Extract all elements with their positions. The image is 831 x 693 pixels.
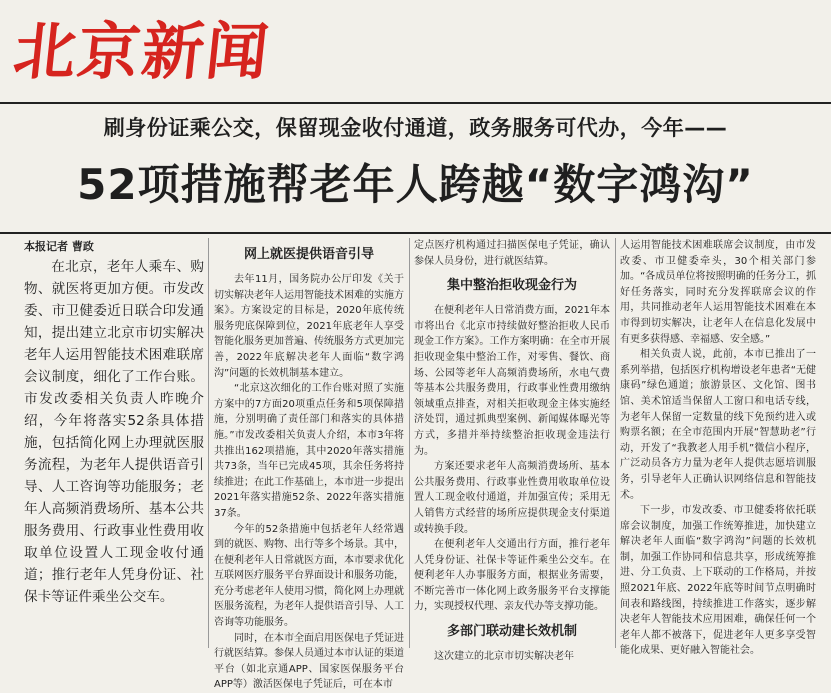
paragraph: 定点医疗机构通过扫描医保电子凭证，确认参保人员身份，进行就医结算。 (414, 240, 610, 267)
subheading-voice-guidance: 网上就医提供语音引导 (243, 247, 374, 262)
main-headline: 52项措施帮老年人跨越“数字鸿沟” (77, 160, 754, 209)
paragraph: 方案还要求老年人高频消费场所、基本公共服务费用、行政事业性费用收取单位设置人工现金收付通道，并加强宣传；采用无人销售方式经营的场所应提供现金支付渠道或转换手段。 (414, 461, 610, 535)
column-divider (615, 238, 616, 648)
paragraph: 在便利老年人日常消费方面，2021年本市将出台《北京市持续做好整治拒收人民币现金工作方案》。工作方案明确：在全市开展拒收现金集中整治工作，对零售、餐饮、商场、公园等老年人高频消费场所，水电气费等基本公共服务费用，行政事业性费用缴纳领域重点排查，对相关拒收现金主体实施经济处罚，通过抓典型案例、新闻媒体曝光等方式，多措并举持续整治拒收现金违法行为。 (414, 305, 610, 457)
paragraph: 人运用智能技术困难联席会议制度，由市发改委、市卫健委牵头，30个相关部门参加。“各成员单位将按照明确的任务分工，抓好任务落实，同时充分发挥联席会议的作用，共同推动老年人运用智能技术困难在本市得到切实解决，让老年人在信息化发展中有更多获得感、幸福感、安全感。” (620, 240, 816, 345)
newspaper-masthead: 北京新闻 (10, 15, 274, 88)
subheading-long-term-mechanism: 多部门联动建长效机制 (446, 624, 577, 640)
paragraph: “北京这次细化的工作台账对照了实施方案中的7方面20项重点任务和5项保障措施，分别明确了责任部门和落实的具体措施。”市发改委相关负责人介绍，本市3年将共推出162项措施，其中2020年落实措施共73条，当年已完成45项，其余任务将持续推进；在此工作基础上，本市进一步提出2021年落实措施52条、2022年落实措施37条。 (214, 383, 404, 519)
article-column-3 (414, 238, 610, 663)
column-divider (208, 238, 209, 648)
article-column-2 (214, 238, 404, 691)
byline: 本报记者 曹政 (24, 240, 94, 253)
paragraph: 在便利老年人交通出行方面，推行老年人凭身份证、社保卡等证件乘坐公交车。在便利老年人办事服务方面，根据业务需要，不断完善市一体化网上政务服务平台支撑能力，实现授权代理、亲友代办等支撑功能。 (414, 539, 610, 613)
paragraph: 下一步，市发改委、市卫健委将依托联席会议制度，加强工作统筹推进，加快建立解决老年人面临“数字鸿沟”问题的长效机制，加强工作协同和信息共享，形成统筹推进、分工负责、上下联动的工作格局，并按照2021年底、2022年底等时间节点明确时间表和路线图，持续推进工作落实，逐步解决老年人智能技术应用困难，确保任何一个老年人都不被落下，促进老年人更多享受智能化成果、更好融入智能社会。 (620, 505, 816, 657)
headline-rule (0, 232, 831, 234)
paragraph: 这次建立的北京市切实解决老年 (434, 651, 574, 663)
paragraph: 今年的52条措施中包括老年人经常遇到的就医、购物、出行等多个场景。其中，在便利老年人日常就医方面，本市要求优化互联网医疗服务平台界面设计和服务功能，充分考虑老年人使用习惯，简化网上办理就医服务流程，为老年人提供语音引导、人工咨询等功能服务。 (214, 523, 404, 629)
paragraph: 相关负责人说，此前，本市已推出了一系列举措，包括医疗机构增设老年患者“无健康码”绿色通道；旅游景区、文化馆、图书馆、美术馆适当保留人工窗口和电话专线，为老年人保留一定数量的线下免预约进入或购票名额；在全市范围内开展“智慧助老”行动，开发了“我教老人用手机”微信小程序，广泛动员各方力量为老年人提供志愿培训服务，引导老年人正确认识网络信息和智能技术。 (620, 349, 816, 501)
column-divider (409, 238, 410, 648)
paragraph: 同时，在本市全面启用医保电子凭证进行就医结算。参保人员通过本市认证的渠道平台（如北京通APP、国家医保服务平台APP等）激活医保电子凭证后，可在本市 (214, 632, 404, 691)
article-column-1 (24, 238, 204, 652)
headline-kicker: 刷身份证乘公交，保留现金收付通道，政务服务可代办，今年—— (103, 116, 728, 140)
article-column-4 (620, 238, 816, 657)
subheading-cash-refusal: 集中整治拒收现金行为 (446, 278, 577, 294)
lead-paragraph: 在北京，老年人乘车、购物、就医将更加方便。市发改委、市卫健委近日联合印发通知，提出建立北京市切实解决老年人运用智能技术困难联席会议制度，细化了工作台账。市发改委相关负责人昨晚介绍，今年将落实52条具体措施，包括简化网上办理就医服务流程，为老年人提供语音引导、人工咨询等功能服务；老年人高频消费场所、基本公共服务费用、行政事业性费用收取单位设置人工现金收付通道；推行老年人凭身份证、社保卡等证件乘坐公交车。 (24, 259, 204, 605)
top-rule (0, 102, 831, 104)
paragraph: 去年11月，国务院办公厅印发《关于切实解决老年人运用智能技术困难的实施方案》。方案设定的目标是，2020年底传统服务兜底保障到位，2021年底老年人享受智能化服务更加普遍、传统服务方式更加完善，2022年底解决老年人面临“数字鸿沟”问题的长效机制基本建立。 (214, 274, 404, 379)
